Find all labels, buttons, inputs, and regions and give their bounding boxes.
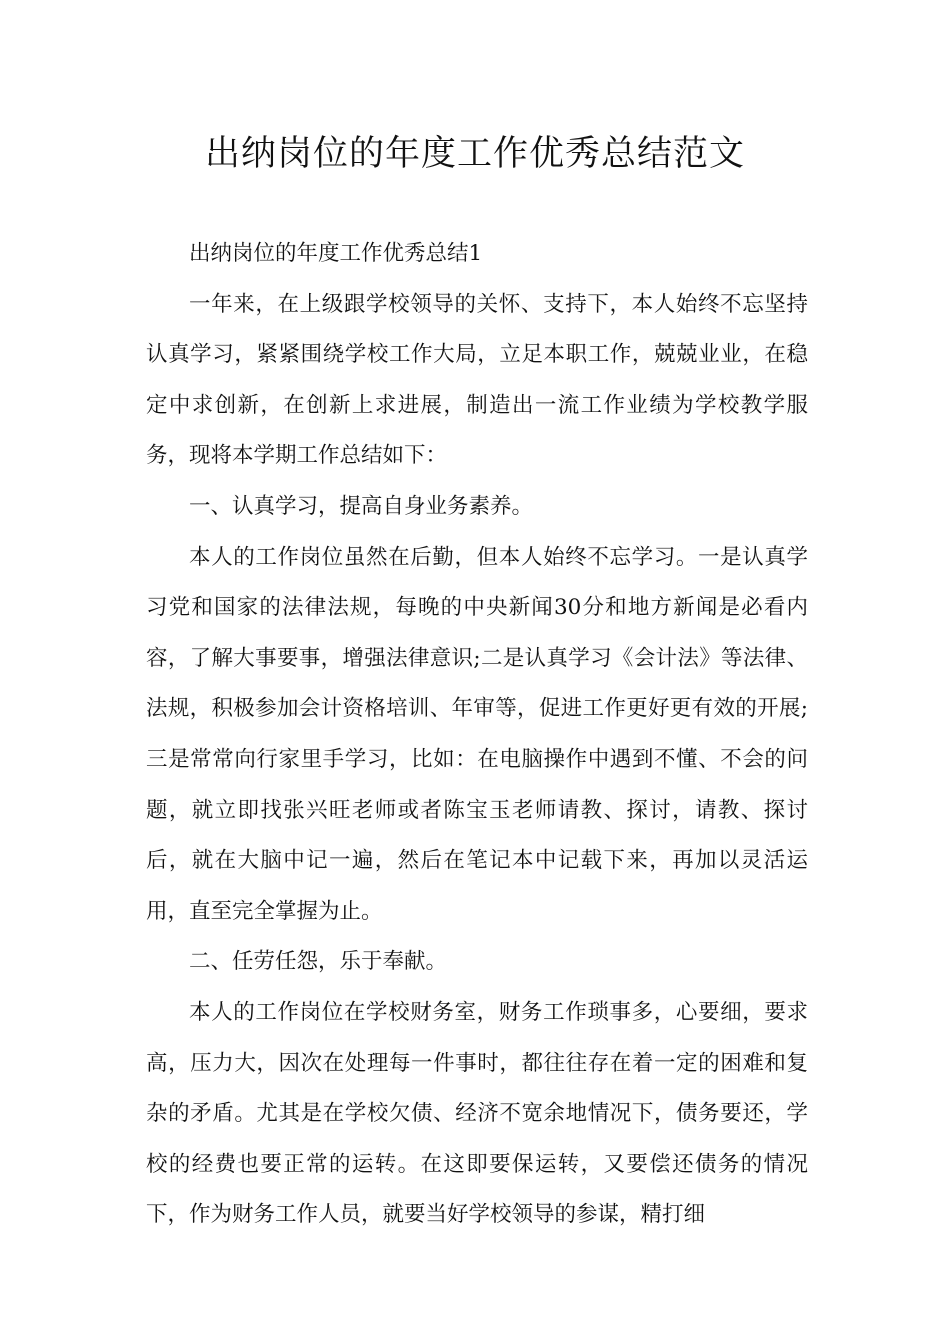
section-heading: 出纳岗位的年度工作优秀总结1	[189, 241, 483, 266]
section-heading: 一、认真学习，提高自身业务素养。	[189, 493, 534, 519]
section-heading: 二、任劳任怨，乐于奉献。	[189, 949, 448, 975]
document-title: 出纳岗位的年度工作优秀总结范文	[204, 134, 745, 174]
paragraph: 本人的工作岗位在学校财务室，财务工作琐事多，心要细，要求高，压力大，因次在处理每一件事时，都往往存在着一定的困难和复杂的矛盾。尤其是在学校欠债、经济不宽余地情况下，债务要还，学校的经费也要正常的运转。在这即要保运转，又要偿还债务的情况下，作为财务工作人员，就要当好学校领导的参谋，精打细	[146, 999, 808, 1228]
paragraph: 一年来，在上级跟学校领导的关怀、支持下，本人始终不忘坚持认真学习，紧紧围绕学校工作大局，立足本职工作，兢兢业业，在稳定中求创新，在创新上求进展，制造出一流工作业绩为学校教学服务，现将本学期工作总结如下：	[146, 291, 808, 469]
document-body	[146, 229, 808, 1241]
paragraph: 本人的工作岗位虽然在后勤，但本人始终不忘学习。一是认真学习党和国家的法律法规，每晚的中央新闻30分和地方新闻是必看内容，了解大事要事，增强法律意识;二是认真学习《会计法》等法律、法规，积极参加会计资格培训、年审等，促进工作更好更有效的开展;三是常常向行家里手学习，比如：在电脑操作中遇到不懂、不会的问题，就立即找张兴旺老师或者陈宝玉老师请教、探讨，请教、探讨后，就在大脑中记一遍，然后在笔记本中记载下来，再加以灵活运用，直至完全掌握为止。	[146, 544, 808, 924]
